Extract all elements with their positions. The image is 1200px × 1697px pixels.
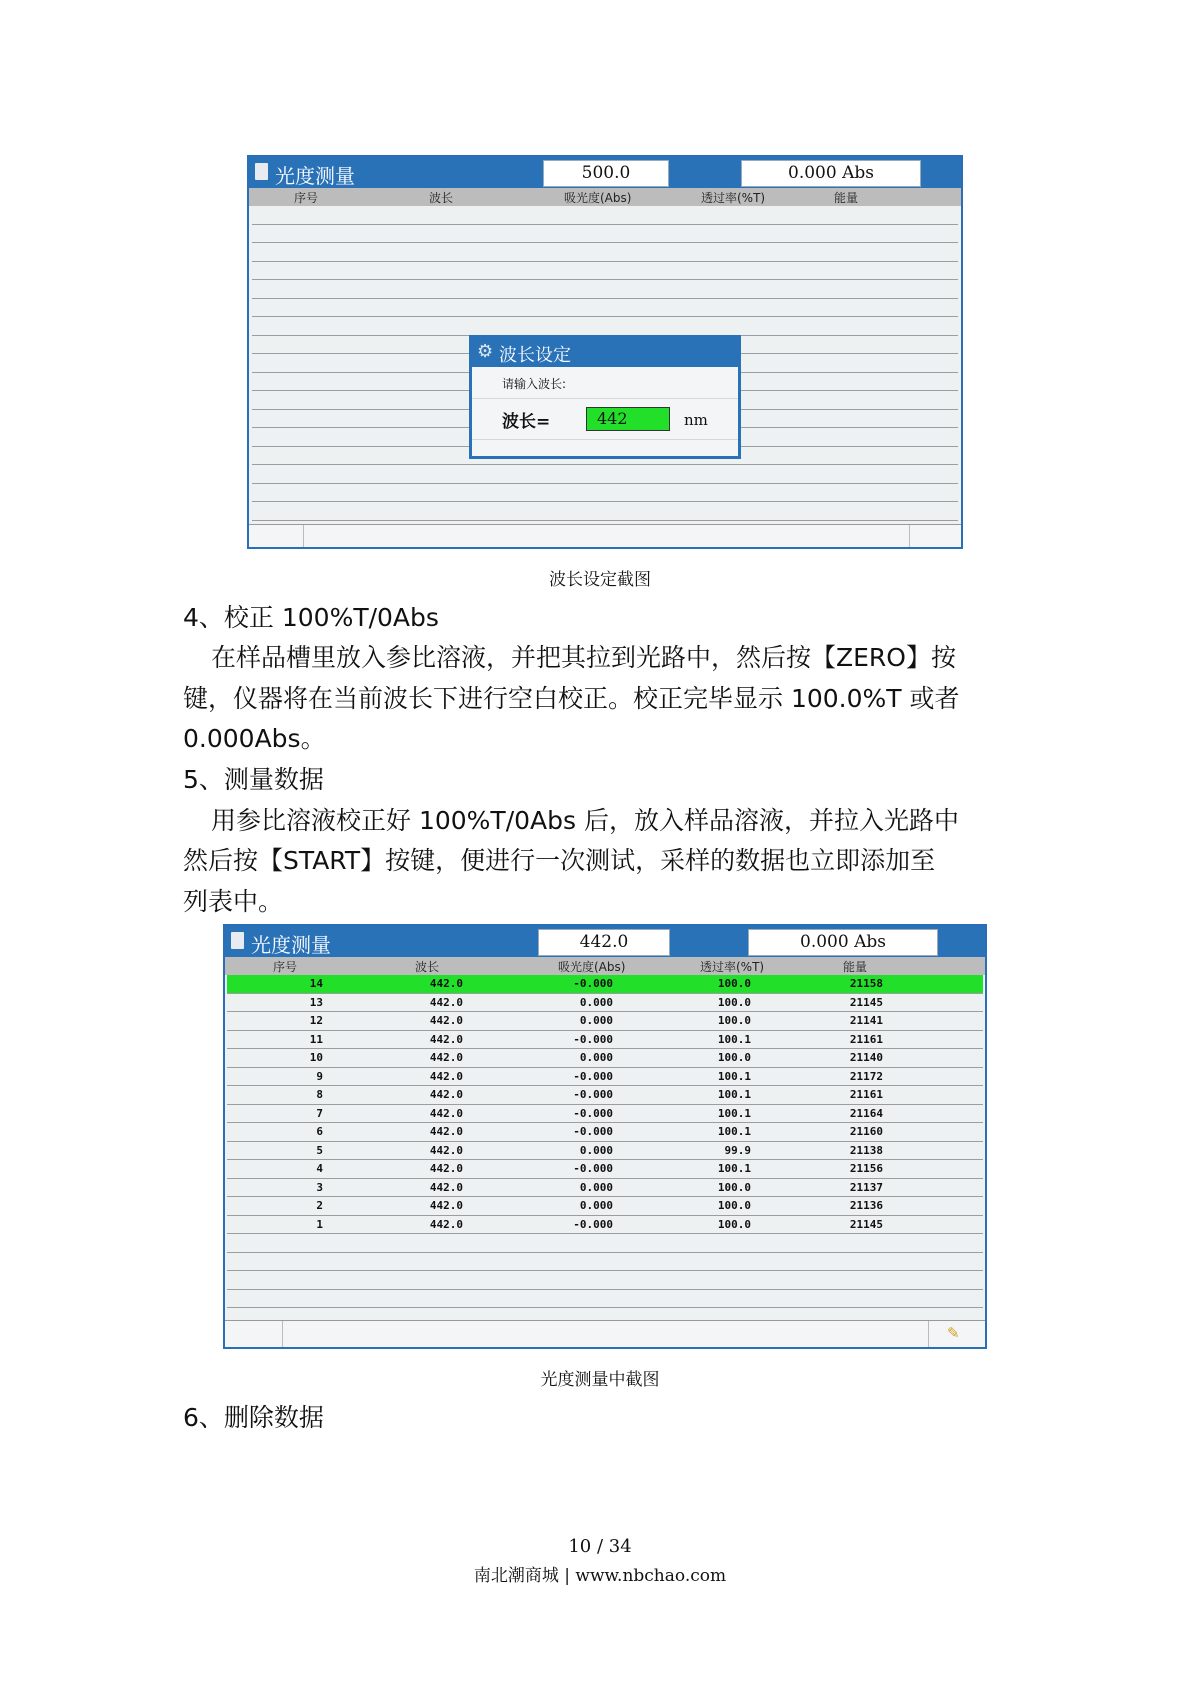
status-bar	[249, 524, 961, 547]
dialog-title-bar	[472, 338, 738, 367]
cell-index: 12	[309, 1014, 323, 1027]
cell-index: 13	[309, 995, 323, 1009]
cell-energy: 21172	[849, 1069, 883, 1083]
cell-transmittance: 99.9	[724, 1143, 751, 1157]
table-row[interactable]	[227, 1216, 983, 1235]
cell-transmittance: 100.1	[717, 1069, 751, 1083]
section-6-heading: 6、删除数据	[183, 1403, 324, 1432]
cell-wavelength: 442.0	[429, 1069, 463, 1083]
cell-wavelength: 442.0	[429, 1106, 463, 1120]
cell-energy: 21140	[849, 1051, 883, 1064]
cell-energy: 21161	[849, 1032, 883, 1046]
cell-energy: 21164	[849, 1106, 883, 1120]
dialog-prompt: 请输入波长:	[472, 367, 738, 399]
cell-energy: 21145	[849, 995, 883, 1009]
table-row[interactable]	[227, 1012, 983, 1031]
cell-absorbance: -0.000	[573, 1032, 613, 1046]
col-transmittance: 透过率(%T)	[701, 191, 766, 205]
cell-transmittance: 100.0	[717, 1180, 751, 1194]
table-row[interactable]	[227, 1068, 983, 1087]
photometric-screen-measurement	[223, 924, 987, 1349]
cell-absorbance: -0.000	[573, 1088, 613, 1101]
empty-row	[252, 484, 958, 503]
cell-transmittance: 100.1	[717, 1032, 751, 1046]
cell-wavelength: 442.0	[429, 1014, 463, 1027]
wavelength-dialog	[469, 335, 741, 459]
cell-absorbance: -0.000	[573, 1162, 613, 1175]
cell-index: 3	[316, 1180, 323, 1194]
cell-transmittance: 100.1	[717, 1125, 751, 1138]
cell-transmittance: 100.0	[717, 1014, 751, 1027]
table-row[interactable]	[227, 1160, 983, 1179]
cell-absorbance: 0.000	[579, 995, 613, 1009]
page-number: 10 / 34	[568, 1536, 632, 1557]
table-row[interactable]	[227, 1123, 983, 1142]
section-4-line-3: 0.000Abs。	[183, 724, 326, 753]
col-absorbance: 吸光度(Abs)	[564, 191, 632, 205]
section-4-line-1: 在样品槽里放入参比溶液，并把其拉到光路中，然后按【ZERO】按	[211, 643, 956, 672]
col-index: 序号	[294, 191, 319, 205]
cell-energy: 21160	[849, 1125, 883, 1138]
cell-transmittance: 100.1	[717, 1106, 751, 1120]
col-wavelength: 波长	[429, 191, 454, 205]
empty-row	[227, 1253, 983, 1272]
empty-row	[227, 1234, 983, 1253]
cell-energy: 21141	[849, 1014, 883, 1027]
empty-row	[252, 206, 958, 225]
cell-absorbance: 0.000	[579, 1199, 613, 1212]
cell-index: 5	[316, 1143, 323, 1157]
section-4-heading: 4、校正 100%T/0Abs	[183, 603, 439, 632]
table-row[interactable]	[227, 1086, 983, 1105]
empty-row	[252, 502, 958, 521]
document-icon	[231, 932, 244, 949]
cell-absorbance: -0.000	[573, 977, 613, 990]
cell-index: 11	[309, 1032, 323, 1046]
cell-index: 1	[316, 1217, 323, 1231]
screen-title: 光度测量	[275, 164, 355, 188]
site-footer: 南北潮商城 | www.nbchao.com	[473, 1566, 727, 1586]
cell-transmittance: 100.0	[717, 1217, 751, 1231]
wavelength-display: 442.0	[538, 929, 670, 956]
cell-energy: 21138	[849, 1143, 883, 1157]
caption-1: 波长设定截图	[549, 570, 651, 590]
cell-energy: 21137	[849, 1180, 883, 1194]
screen-title: 光度测量	[251, 933, 331, 957]
cell-index: 14	[309, 977, 323, 990]
table-header	[225, 957, 985, 975]
cell-transmittance: 100.1	[717, 1162, 751, 1175]
title-bar	[225, 926, 985, 957]
reading-display: 0.000 Abs	[748, 929, 938, 956]
cell-wavelength: 442.0	[429, 1051, 463, 1064]
cell-transmittance: 100.0	[717, 995, 751, 1009]
col-energy: 能量	[843, 960, 868, 974]
section-5-line-2: 然后按【START】按键，便进行一次测试，采样的数据也立即添加至	[183, 846, 936, 875]
empty-row	[252, 262, 958, 281]
cell-transmittance: 100.0	[717, 1199, 751, 1212]
cell-energy: 21145	[849, 1217, 883, 1231]
cell-index: 9	[316, 1069, 323, 1083]
cell-wavelength: 442.0	[429, 1143, 463, 1157]
wavelength-input[interactable]: 442	[586, 407, 670, 431]
section-5-heading: 5、测量数据	[183, 765, 324, 794]
edit-icon[interactable]: ✎	[947, 1324, 960, 1342]
cell-index: 8	[316, 1088, 323, 1101]
cell-wavelength: 442.0	[429, 1217, 463, 1231]
col-wavelength: 波长	[415, 960, 440, 974]
cell-absorbance: 0.000	[579, 1051, 613, 1064]
cell-absorbance: -0.000	[573, 1125, 613, 1138]
empty-row	[252, 299, 958, 318]
empty-row	[252, 243, 958, 262]
title-bar	[249, 157, 961, 188]
reading-display: 0.000 Abs	[741, 160, 921, 187]
table-row[interactable]	[227, 1031, 983, 1050]
empty-row	[252, 280, 958, 299]
empty-row	[252, 465, 958, 484]
cell-absorbance: -0.000	[573, 1217, 613, 1231]
cell-absorbance: -0.000	[573, 1069, 613, 1083]
cell-index: 2	[316, 1199, 323, 1212]
section-4-line-2: 键，仪器将在当前波长下进行空白校正。校正完毕显示 100.0%T 或者	[183, 684, 960, 713]
gear-icon: ⚙	[477, 341, 494, 362]
cell-energy: 21158	[849, 977, 883, 990]
empty-row	[252, 225, 958, 244]
cell-wavelength: 442.0	[429, 977, 463, 990]
col-index: 序号	[273, 960, 298, 974]
table-row[interactable]	[227, 1197, 983, 1216]
cell-wavelength: 442.0	[429, 1032, 463, 1046]
section-5-line-1: 用参比溶液校正好 100%T/0Abs 后，放入样品溶液，并拉入光路中	[211, 806, 959, 835]
empty-row	[227, 1271, 983, 1290]
cell-absorbance: 0.000	[579, 1180, 613, 1194]
col-transmittance: 透过率(%T)	[700, 960, 765, 974]
cell-energy: 21161	[849, 1088, 883, 1101]
empty-row	[252, 317, 958, 336]
table-row[interactable]	[227, 1179, 983, 1198]
table-row[interactable]	[227, 994, 983, 1013]
table-row[interactable]	[227, 1049, 983, 1068]
table-row[interactable]	[227, 975, 983, 994]
unit-label: nm	[684, 411, 708, 429]
cell-transmittance: 100.0	[717, 977, 751, 990]
document-icon	[255, 163, 268, 180]
table-body	[225, 975, 985, 1327]
cell-transmittance: 100.0	[717, 1051, 751, 1064]
photometric-screen-wavelength-setting	[247, 155, 963, 549]
cell-wavelength: 442.0	[429, 1162, 463, 1175]
cell-absorbance: 0.000	[579, 1014, 613, 1027]
cell-wavelength: 442.0	[429, 1088, 463, 1101]
cell-wavelength: 442.0	[429, 995, 463, 1009]
wavelength-display: 500.0	[543, 160, 669, 187]
col-absorbance: 吸光度(Abs)	[558, 960, 626, 974]
cell-energy: 21156	[849, 1162, 883, 1175]
cell-energy: 21136	[849, 1199, 883, 1212]
section-5-line-3: 列表中。	[183, 887, 284, 916]
table-row[interactable]	[227, 1105, 983, 1124]
cell-wavelength: 442.0	[429, 1125, 463, 1138]
dialog-title: 波长设定	[499, 345, 571, 366]
empty-row	[227, 1290, 983, 1309]
cell-index: 7	[316, 1106, 323, 1120]
table-header	[249, 188, 961, 206]
caption-2: 光度测量中截图	[540, 1370, 660, 1390]
wavelength-label: 波长=	[502, 412, 551, 432]
col-energy: 能量	[834, 191, 859, 205]
cell-wavelength: 442.0	[429, 1199, 463, 1212]
table-row[interactable]	[227, 1142, 983, 1161]
cell-index: 10	[309, 1051, 323, 1064]
status-bar	[225, 1320, 985, 1347]
cell-absorbance: 0.000	[579, 1143, 613, 1157]
cell-absorbance: -0.000	[573, 1106, 613, 1120]
cell-index: 4	[316, 1162, 323, 1175]
cell-transmittance: 100.1	[717, 1088, 751, 1101]
cell-index: 6	[316, 1125, 323, 1138]
cell-wavelength: 442.0	[429, 1180, 463, 1194]
